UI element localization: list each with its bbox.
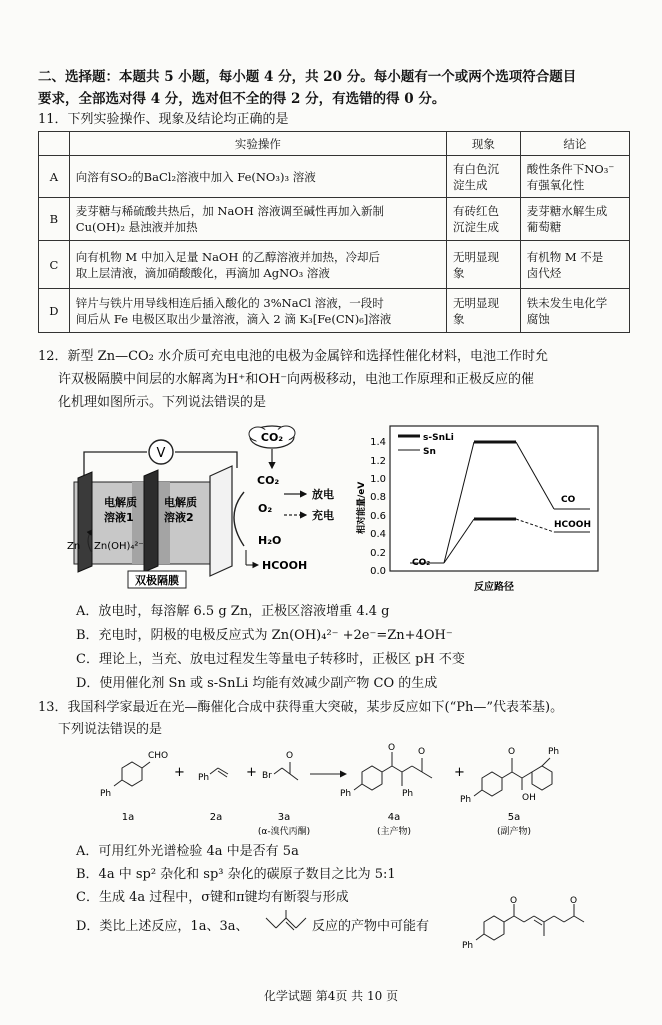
- cho-label: CHO: [148, 751, 169, 761]
- phen-line: 象: [453, 311, 465, 326]
- bond: [392, 766, 402, 772]
- row-operation: [69, 198, 446, 241]
- benzene-ring-5a-2: [532, 766, 552, 790]
- bipolar-membrane: [144, 470, 158, 572]
- q12-stem-line1: 12．新型 Zn—CO₂ 水介质可充电电池的电极为金属锌和选择性催化材料，电池工作时允: [38, 349, 549, 364]
- membrane-label: 双极隔膜: [135, 574, 179, 587]
- battery-diagram: [62, 420, 347, 590]
- bond: [512, 772, 522, 778]
- label-co2: CO₂: [412, 558, 431, 568]
- compound-label-1a: 1a: [121, 812, 135, 823]
- bond: [382, 766, 392, 772]
- compound-label-5a: 5a: [507, 812, 521, 823]
- energy-profile-chart: [354, 422, 614, 597]
- electrolyte1-label: 电解质: [104, 496, 137, 509]
- y-tick-label: 1.4: [370, 437, 386, 448]
- q13-option-d-suffix: 反应的产物中可能有: [312, 919, 430, 934]
- q13-option-d-prefix: D．类比上述反应，1a、3a、: [76, 919, 249, 934]
- y-tick-label: 0.4: [370, 529, 386, 540]
- catalyst-curve: [234, 492, 244, 546]
- compound-note-4a: (主产物): [376, 827, 412, 837]
- q13-stem-line1: 13．我国科学家最近在光—酶催化合成中获得重大突破，某步反应如下(“Ph—”代表苯基)。: [38, 700, 564, 715]
- h2o-label: H₂O: [258, 534, 282, 547]
- electrolyte1-label: 溶液1: [104, 511, 134, 524]
- table-header-cell: 实验操作: [69, 132, 446, 156]
- q13-option-c: C．生成 4a 过程中，σ键和π键均有断裂与形成: [76, 890, 349, 905]
- bond: [218, 771, 227, 777]
- q12-stem-line3: 化机理如图所示。下列说法错误的是: [58, 395, 267, 410]
- row-label: A: [39, 156, 70, 198]
- phen-line: 沉淀生成: [453, 220, 499, 234]
- bond: [474, 790, 482, 796]
- discharge-label: 放电: [312, 488, 334, 501]
- ph-label-2a: Ph: [198, 773, 210, 783]
- op-line: 取上层清液，滴加硝酸酸化，再滴加 AgNO₃ 溶液: [75, 265, 330, 280]
- q13-option-b: B．4a 中 sp² 杂化和 sp³ 杂化的碳原子数目之比为 5:1: [76, 867, 396, 882]
- bond: [210, 768, 218, 774]
- page-footer: 化学试题 第4页 共 10 页: [263, 989, 399, 1003]
- bond: [218, 768, 228, 774]
- table-header-row: [39, 132, 630, 156]
- zn-label: Zn: [67, 541, 81, 552]
- q12-option-c: C．理论上，当充、放电过程发生等量电子转移时，正极区 pH 不变: [76, 652, 465, 667]
- row-label: C: [39, 241, 70, 289]
- bond: [534, 920, 542, 925]
- phen-line: 淀生成: [453, 177, 488, 192]
- bond: [276, 918, 286, 928]
- op-line: 向溶有SO₂的BaCl₂溶液中加入 Fe(NO₃)₃ 溶液: [75, 169, 316, 184]
- y-tick-label: 1.2: [370, 456, 386, 467]
- phen-line: 有白色沉: [453, 161, 499, 176]
- op-line: 麦芽糖与稀硫酸共热后，加 NaOH 溶液调至碱性再加入新制: [75, 204, 384, 218]
- circuit-wire: [175, 452, 237, 468]
- row-label: D: [39, 289, 70, 333]
- label-co: CO: [561, 495, 576, 505]
- alkene-structure: [262, 910, 312, 940]
- row-label: B: [39, 198, 70, 241]
- bond: [142, 762, 150, 768]
- bond: [422, 772, 432, 778]
- x-axis-label: 反应路径: [474, 582, 514, 593]
- row-operation: [69, 289, 446, 333]
- bond: [412, 766, 422, 772]
- concl-line: 麦芽糖水解生成: [526, 204, 608, 218]
- o-label-product-2: O: [570, 896, 578, 906]
- bond: [266, 918, 276, 928]
- table-row: [39, 289, 630, 333]
- concl-line: 铁未发生电化学: [526, 295, 608, 310]
- concl-line: 腐蚀: [526, 311, 550, 326]
- label-hcooh: HCOOH: [554, 520, 591, 530]
- product-structure: [462, 896, 627, 952]
- ph-label-5a-2: Ph: [548, 747, 560, 757]
- row-conclusion: [520, 241, 629, 289]
- bond: [514, 916, 524, 922]
- reaction-scheme: [84, 740, 624, 840]
- op-line: 向有机物 M 中加入足量 NaOH 的乙醇溶液并加热，冷却后: [75, 249, 381, 264]
- zn-electrode: [78, 472, 92, 572]
- y-tick-label: 0.0: [370, 566, 386, 577]
- bond: [296, 918, 306, 928]
- row-conclusion: [520, 156, 629, 198]
- benzene-ring-5a: [482, 772, 502, 796]
- row-phenomenon: [447, 198, 521, 241]
- o-label-3a: O: [286, 751, 294, 761]
- bond: [542, 758, 550, 766]
- bond: [114, 780, 122, 786]
- concl-line: 有强氧化性: [526, 177, 585, 192]
- oh-label-5a: OH: [522, 793, 536, 803]
- row-conclusion: [520, 289, 629, 333]
- bond: [286, 922, 294, 930]
- table-row: [39, 156, 630, 198]
- o2-label: O₂: [258, 502, 273, 515]
- ph-label-4a: Ph: [340, 789, 352, 799]
- benzene-ring-1a: [122, 762, 142, 786]
- y-tick-label: 0.8: [370, 492, 386, 503]
- bond: [476, 934, 484, 940]
- q12-stem-line2: 许双极隔膜中间层的水解离为H⁺和OH⁻向两极移动，电池工作原理和正极反应的催: [58, 372, 535, 387]
- benzene-ring: [484, 916, 504, 940]
- hcooh-label: HCOOH: [262, 559, 308, 572]
- bond: [554, 916, 564, 922]
- voltmeter-label: V: [156, 446, 166, 461]
- electrolyte2-label: 电解质: [164, 496, 197, 509]
- op-line: 间后从 Fe 电极区取出少量溶液，滴入 2 滴 K₃[Fe(CN)₆]溶液: [75, 311, 392, 326]
- compound-label-3a: 3a: [277, 812, 291, 823]
- bond: [524, 916, 534, 922]
- y-axis-label: 相对能量/eV: [357, 481, 367, 534]
- compound-note-5a: (副产物): [496, 827, 532, 837]
- concl-line: 葡萄糖: [526, 220, 562, 234]
- znoh-label: Zn(OH)₄²⁻: [94, 541, 144, 552]
- concl-line: 酸性条件下NO₃⁻: [526, 161, 615, 176]
- legend-label-snli: s-SnLi: [423, 433, 454, 443]
- phen-line: 象: [453, 265, 465, 280]
- electrolyte2-label: 溶液2: [164, 511, 194, 524]
- bond: [522, 772, 532, 778]
- y-tick-label: 0.2: [370, 548, 386, 559]
- compound-note-3a: (α-溴代丙酮): [257, 827, 311, 837]
- legend-label-sn: Sn: [423, 447, 436, 457]
- concl-line: 有机物 M 不是: [526, 249, 604, 264]
- row-phenomenon: [447, 289, 521, 333]
- ph-label-1a: Ph: [100, 789, 112, 799]
- q11-stem: 11．下列实验操作、现象及结论均正确的是: [38, 112, 289, 127]
- co2-label: CO₂: [257, 474, 280, 487]
- section-header-line1: 二、选择题：本题共 5 小题，每小题 4 分，共 20 分。每小题有一个或两个选项符合题目: [38, 69, 577, 85]
- table-row: [39, 241, 630, 289]
- bond: [504, 916, 514, 922]
- y-tick-label: 1.0: [370, 474, 386, 485]
- co2-cloud-label: CO₂: [260, 431, 284, 444]
- row-operation: [69, 241, 446, 289]
- y-tick-label: 0.6: [370, 511, 386, 522]
- table-row: [39, 198, 630, 241]
- compound-label-4a: 4a: [387, 812, 401, 823]
- o-label-4a: O: [388, 743, 396, 753]
- q12-option-a: A．放电时，每溶解 6.5 g Zn，正极区溶液增重 4.4 g: [76, 604, 390, 619]
- ph-label-product: Ph: [462, 941, 474, 951]
- ph-label-5a: Ph: [460, 795, 472, 805]
- ph-label-4a-2: Ph: [402, 789, 414, 799]
- charge-label: 充电: [312, 509, 334, 522]
- bond: [274, 768, 282, 774]
- bond: [290, 774, 298, 780]
- br-label: Br: [262, 771, 272, 781]
- bond: [354, 784, 362, 790]
- row-phenomenon: [447, 241, 521, 289]
- bond: [564, 916, 574, 922]
- row-operation: [69, 156, 446, 198]
- section-header-line2: 要求，全部选对得 4 分，选对但不全的得 2 分，有选错的得 0 分。: [38, 91, 446, 107]
- y-ticks: [370, 437, 386, 577]
- phen-line: 无明显现: [453, 249, 499, 264]
- benzene-ring-4a: [362, 766, 382, 790]
- row-phenomenon: [447, 156, 521, 198]
- o-label-5a: O: [508, 747, 516, 757]
- table-header-cell: 结论: [520, 132, 629, 156]
- op-line: 锌片与铁片用导线相连后插入酸化的 3%NaCl 溶液，一段时: [75, 295, 384, 310]
- bond: [544, 916, 554, 922]
- plus-sign: +: [454, 765, 465, 780]
- bond: [402, 766, 412, 772]
- q12-option-d: D．使用催化剂 Sn 或 s-SnLi 均能有效减少副产物 CO 的生成: [76, 676, 438, 691]
- plus-sign: +: [246, 765, 257, 780]
- q11-table: [38, 131, 630, 333]
- o-label-product: O: [510, 896, 518, 906]
- bond: [502, 772, 512, 778]
- bond: [574, 916, 584, 922]
- row-conclusion: [520, 198, 629, 241]
- table-header-cell: [39, 132, 70, 156]
- phen-line: 有砖红色: [453, 204, 499, 218]
- q13-stem-line2: 下列说法错误的是: [58, 722, 163, 737]
- catalyst-electrode: [210, 466, 232, 576]
- o-label-4a-2: O: [418, 747, 426, 757]
- circuit-wire: [84, 452, 147, 482]
- phen-line: 无明显现: [453, 295, 499, 310]
- plus-sign: +: [174, 765, 185, 780]
- bond: [282, 768, 290, 774]
- op-line: Cu(OH)₂ 悬浊液并加热: [75, 220, 198, 234]
- q13-option-a: A．可用红外光谱检验 4a 中是否有 5a: [76, 844, 299, 859]
- table-header-cell: 现象: [447, 132, 521, 156]
- compound-label-2a: 2a: [209, 812, 223, 823]
- q12-option-b: B．充电时，阴极的电极反应式为 Zn(OH)₄²⁻ +2e⁻=Zn+4OH⁻: [76, 628, 453, 643]
- concl-line: 卤代烃: [526, 265, 562, 280]
